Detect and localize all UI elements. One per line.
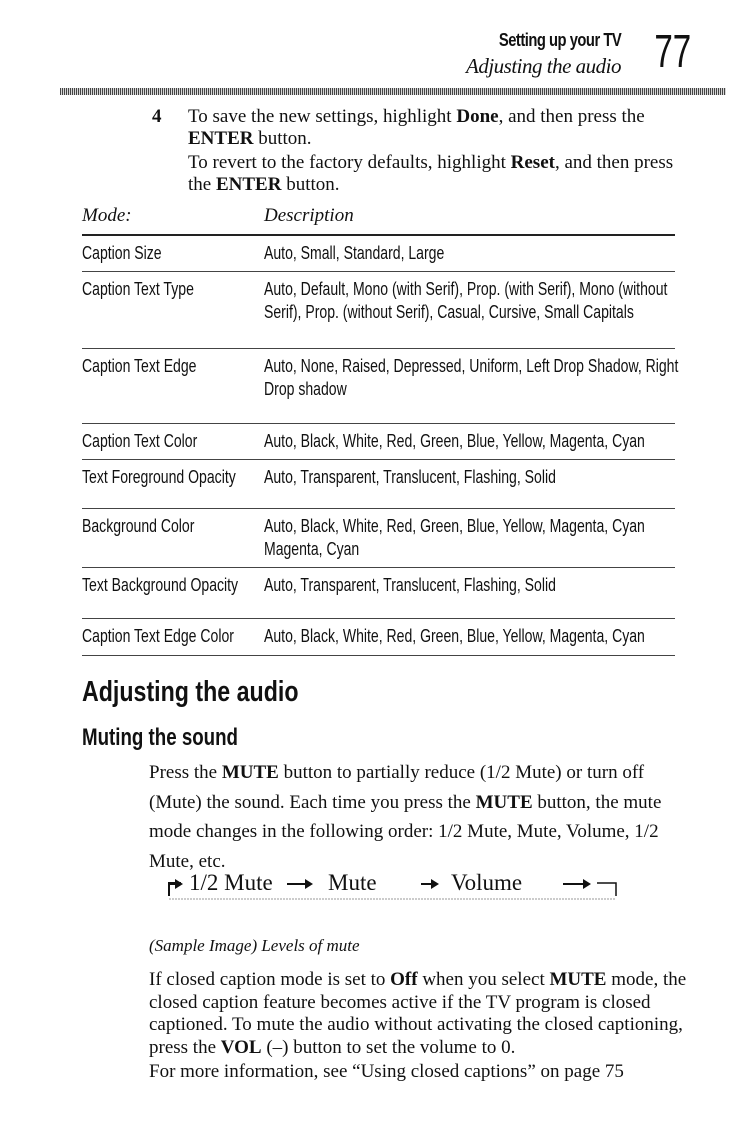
enter-label: ENTER: [188, 128, 254, 149]
row-mode: Text Background Opacity: [82, 575, 239, 595]
table-row: [82, 424, 675, 460]
header-mode: Mode:: [82, 205, 132, 226]
enter-label: ENTER: [215, 174, 282, 195]
row-mode: Background Color: [82, 516, 195, 536]
mute-label: MUTE: [549, 969, 607, 990]
off-label: Off: [390, 969, 418, 990]
row-description: Auto, Transparent, Translucent, Flashing, Solid: [264, 575, 556, 595]
table-row: [82, 460, 675, 509]
mute-step-volume: Volume: [451, 870, 523, 895]
step-line: To save the new settings, highlight Done, and then press the: [188, 106, 645, 127]
row-mode: Text Foreground Opacity: [82, 467, 236, 487]
reset-label: Reset: [510, 152, 555, 173]
caption-settings-table: [82, 203, 679, 656]
row-description: Auto, Small, Standard, Large: [264, 243, 445, 263]
row-mode: Caption Text Type: [82, 279, 194, 299]
arrow-icon: [169, 883, 181, 885]
row-description: Auto, Default, Mono (with Serif), Prop. (with Serif), Mono (without Serif), Prop. (without Serif), Casual, Cursive, Small Capitals: [264, 279, 668, 322]
row-description: Auto, Black, White, Red, Green, Blue, Yellow, Magenta, Cyan Magenta, Cyan: [264, 516, 645, 559]
table-row: [82, 568, 675, 619]
table-row: [82, 349, 679, 424]
table-row: [82, 236, 675, 272]
arrow-icon: [563, 883, 589, 885]
subsection-heading: Muting the sound: [82, 724, 238, 751]
mute-label: MUTE: [221, 762, 279, 783]
mute-step-mute: Mute: [328, 870, 377, 895]
row-mode: Caption Text Edge Color: [82, 626, 234, 646]
arrow-icon: [421, 883, 437, 885]
row-mode: Caption Text Edge: [82, 356, 197, 376]
mute-label: MUTE: [475, 791, 533, 813]
row-mode: Caption Text Color: [82, 431, 198, 451]
row-mode: Caption Size: [82, 243, 162, 263]
section-title: Setting up your TV: [498, 30, 621, 50]
mute-cycle-diagram: [167, 868, 619, 902]
mute-paragraph: Press the MUTE button to partially reduce (1/2 Mute) or turn off (Mute) the sound. Each time you press the MUTE button, the mute mode changes in the following order: 1/2 Mute, Mute, Volume, 1/2 Mute, etc.: [149, 762, 662, 872]
section-heading: Adjusting the audio: [82, 676, 299, 708]
more-info-paragraph: For more information, see “Using closed captions” on page 75: [149, 1061, 624, 1082]
row-description: Auto, Black, White, Red, Green, Blue, Yellow, Magenta, Cyan: [264, 431, 645, 451]
mute-step-half: 1/2 Mute: [189, 870, 273, 895]
row-description: Auto, Black, White, Red, Green, Blue, Yellow, Magenta, Cyan: [264, 626, 645, 646]
header-rule: [60, 88, 726, 95]
step-number: 4: [152, 106, 162, 127]
step-line: To revert to the factory defaults, highlight Reset, and then press: [188, 152, 674, 173]
image-caption: (Sample Image) Levels of mute: [149, 936, 360, 955]
step-line: the ENTER button.: [188, 174, 340, 195]
step-line: ENTER button.: [188, 128, 312, 149]
done-label: Done: [456, 106, 499, 127]
row-description: Auto, None, Raised, Depressed, Uniform, Left Drop Shadow, Right Drop shadow: [264, 356, 679, 399]
header-description: Description: [264, 205, 354, 226]
arrow-icon: [287, 883, 311, 885]
closed-caption-paragraph: If closed caption mode is set to Off when you select MUTE mode, the closed caption feature becomes active if the TV program is closed captioned. To mute the audio without activating the closed captioning, press the VOL (–) button to set the volume to 0.: [149, 969, 687, 1058]
subsection-title: Adjusting the audio: [466, 54, 621, 78]
row-description: Auto, Transparent, Translucent, Flashing, Solid: [264, 467, 556, 487]
table-header: [82, 203, 675, 236]
table-row: [82, 272, 675, 349]
table-row: [82, 509, 675, 568]
vol-label: VOL: [220, 1036, 262, 1058]
table-row: [82, 619, 675, 656]
page-number: 77: [654, 25, 691, 77]
